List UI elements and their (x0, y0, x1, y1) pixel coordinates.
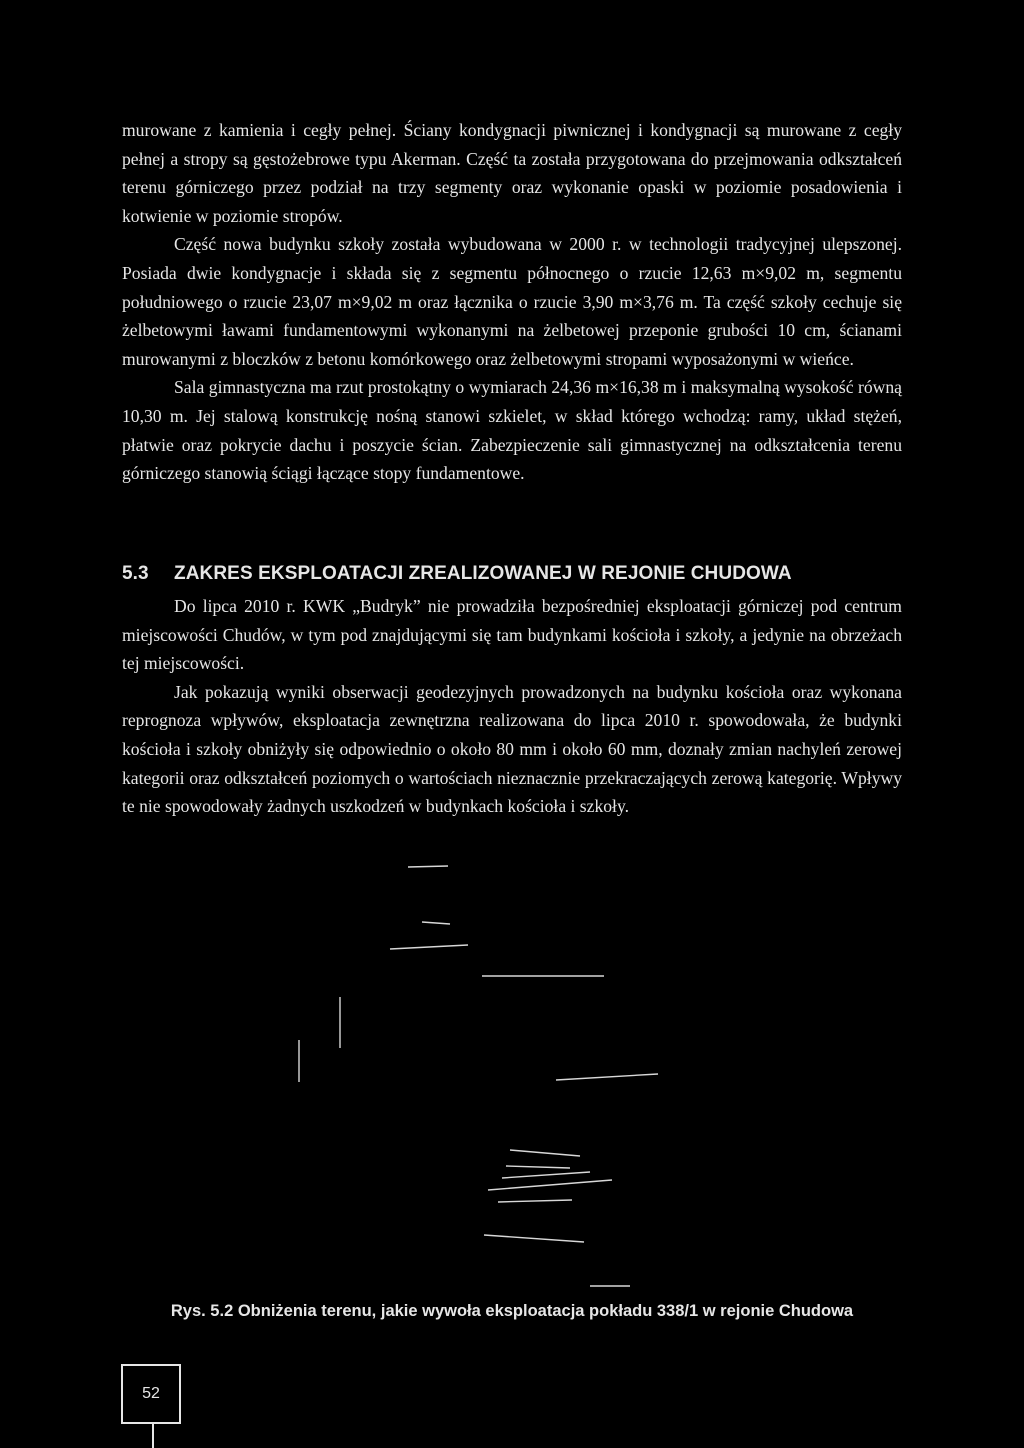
subsidence-map-figure (270, 850, 710, 1310)
map-line-fragment (422, 922, 450, 924)
section-number: 5.3 (122, 563, 149, 584)
body-text-section (122, 592, 902, 821)
paragraph: Część nowa budynku szkoły została wybudowana w 2000 r. w technologii tradycyjnej ulepszonej. Posiada dwie kondygnacje i składa się z segmentu północnego o rzucie 12,63 m×9,02 m, segmentu południowego o rzucie 23,07 m×9,02 m oraz łącznika o rzucie 3,90 m×3,76 m. Ta część szkoły cechuje się żelbetowymi ławami fundamentowymi wykonanymi na żelbetowej przeponie grubości 10 cm, ścianami murowanymi z bloczków z betonu komórkowego oraz żelbetowymi stropami wyposażonymi w wieńce. (122, 234, 902, 369)
section-title: ZAKRES EKSPLOATACJI ZREALIZOWANEJ W REJONIE CHUDOWA (174, 563, 792, 584)
paragraph: murowane z kamienia i cegły pełnej. Ściany kondygnacji piwnicznej i kondygnacji są murowane z cegły pełnej a stropy są gęstożebrowe typu Akerman. Część ta została przygotowana do przejmowania odkształceń terenu górniczego przez podział na trzy segmenty oraz wykonanie opaski w poziomie posadowienia i kotwienie w poziomie stropów. (122, 120, 902, 226)
paragraph: Sala gimnastyczna ma rzut prostokątny o wymiarach 24,36 m×16,38 m i maksymalną wysokość równą 10,30 m. Jej stalową konstrukcję nośną stanowi szkielet, w skład którego wchodzą: ramy, układ stężeń, płatwie oraz pokrycie dachu i poszycie ścian. Zabezpieczenie sali gimnastycznej na odkształcenia terenu górniczego stanowią ściągi łączące stopy fundamentowe. (122, 377, 902, 484)
map-line-fragment (502, 1172, 590, 1178)
map-line-fragments (270, 850, 710, 1310)
map-line-fragment (408, 866, 448, 867)
map-line-fragment (506, 1166, 570, 1168)
paragraph: Jak pokazują wyniki obserwacji geodezyjnych prowadzonych na budynku kościoła oraz wykonana reprognoza wpływów, eksploatacja zewnętrzna realizowana do lipca 2010 r. spowodowała, że budynki kościoła i szkoły obniżyły się odpowiednio o około 80 mm i około 60 mm, doznały zmian nachyleń zerowej kategorii oraz odkształceń poziomych o wartościach nieznacznie przekraczających zerową kategorię. Wpływy te nie spowodowały żadnych uszkodzeń w budynkach kościoła i szkoły. (122, 681, 902, 817)
paragraph: Do lipca 2010 r. KWK „Budryk” nie prowadziła bezpośredniej eksploatacji górniczej pod centrum miejscowości Chudów, w tym pod znajdującymi się tam budynkami kościoła i szkoły, a jedynie na obrzeżach tej miejscowości. (122, 596, 902, 674)
map-line-fragment (498, 1200, 572, 1202)
section-heading (122, 563, 902, 585)
page-number (121, 1364, 181, 1424)
map-line-fragment (488, 1180, 612, 1190)
page-number-tick (152, 1424, 154, 1448)
body-text-top (122, 116, 902, 488)
map-line-fragment (556, 1074, 658, 1080)
map-line-fragment (484, 1235, 584, 1242)
page-number-label: 52 (142, 1385, 160, 1402)
map-line-fragment (510, 1150, 580, 1156)
map-line-fragment (390, 945, 468, 949)
figure-caption: Rys. 5.2 Obniżenia terenu, jakie wywoła eksploatacja pokładu 338/1 w rejonie Chudowa (170, 1302, 854, 1320)
